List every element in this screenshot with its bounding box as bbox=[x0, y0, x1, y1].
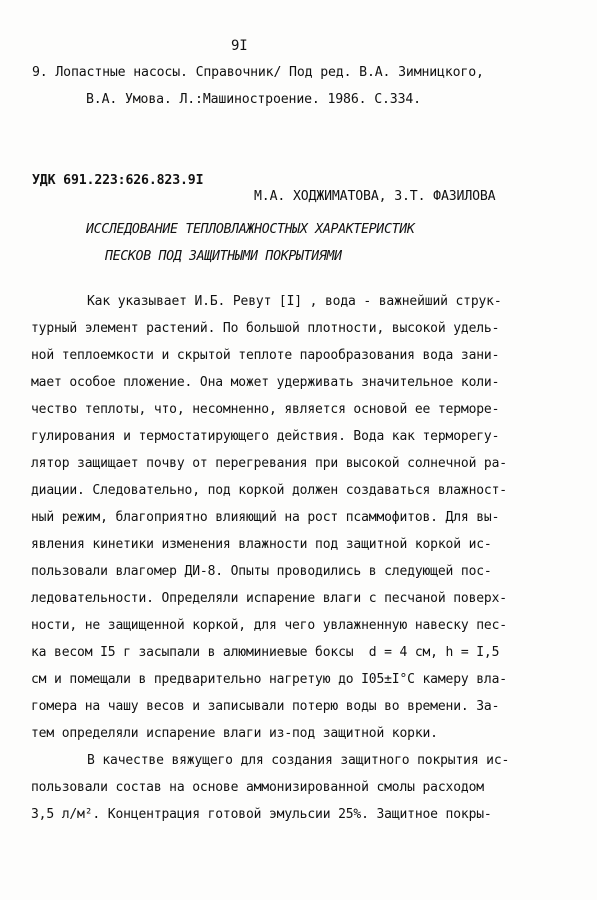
body-line: мает особое пложение. Она может удерживать значительное коли- bbox=[31, 375, 500, 390]
body-line: Как указывает И.Б. Ревут [I] , вода - важнейший струк- bbox=[87, 294, 502, 309]
body-line: ности, не защищенной коркой, для чего увлажненную навеску пес- bbox=[31, 618, 507, 633]
article-authors: М.А. ХОДЖИМАТОВА, З.Т. ФАЗИЛОВА bbox=[254, 189, 496, 204]
body-line: чество теплоты, что, несомненно, является основой ее терморе- bbox=[31, 402, 500, 417]
body-line: диации. Следовательно, под коркой должен создаваться влажност- bbox=[31, 483, 507, 498]
reference-line-1: 9. Лопастные насосы. Справочник/ Под ред. В.А. Зимницкого, bbox=[32, 65, 484, 80]
body-line: явления кинетики изменения влажности под защитной коркой ис- bbox=[31, 537, 492, 552]
udk-code: УДК 691.223:626.823.9I bbox=[32, 173, 204, 188]
body-line: ка весом I5 г засыпали в алюминиевые боксы d = 4 см, h = I,5 bbox=[31, 645, 500, 660]
reference-line-2: В.А. Умова. Л.:Машиностроение. 1986. С.334. bbox=[86, 92, 421, 107]
body-line: ледовательности. Определяли испарение влаги с песчаной поверх- bbox=[31, 591, 507, 606]
body-line: В качестве вяжущего для создания защитного покрытия ис- bbox=[87, 753, 510, 768]
body-line: 3,5 л/м². Концентрация готовой эмульсии 25%. Защитное покры- bbox=[31, 807, 492, 822]
body-line: ный режим, благоприятно влияющий на рост псаммофитов. Для вы- bbox=[31, 510, 500, 525]
body-line: см и помещали в предварительно нагретую до I05±I°С камеру вла- bbox=[31, 672, 507, 687]
page-number: 9I bbox=[231, 38, 248, 54]
body-line: гомера на чашу весов и записывали потерю воды во времени. За- bbox=[31, 699, 500, 714]
body-line: пользовали влагомер ДИ-8. Опыты проводились в следующей пос- bbox=[31, 564, 492, 579]
body-line: тем определяли испарение влаги из-под защитной корки. bbox=[31, 726, 438, 741]
body-line: пользовали состав на основе аммонизированной смолы расходом bbox=[31, 780, 484, 795]
body-line: турный элемент растений. По большой плотности, высокой удель- bbox=[31, 321, 500, 336]
body-line: ной теплоемкости и скрытой теплоте парообразования вода зани- bbox=[31, 348, 500, 363]
article-title-line-1: ИССЛЕДОВАНИЕ ТЕПЛОВЛАЖНОСТНЫХ ХАРАКТЕРИСТИК bbox=[86, 222, 415, 237]
body-line: гулирования и термостатирующего действия. Вода как терморегу- bbox=[31, 429, 500, 444]
body-line: лятор защищает почву от перегревания при высокой солнечной ра- bbox=[31, 456, 507, 471]
article-title-line-2: ПЕСКОВ ПОД ЗАЩИТНЫМИ ПОКРЫТИЯМИ bbox=[105, 249, 342, 264]
